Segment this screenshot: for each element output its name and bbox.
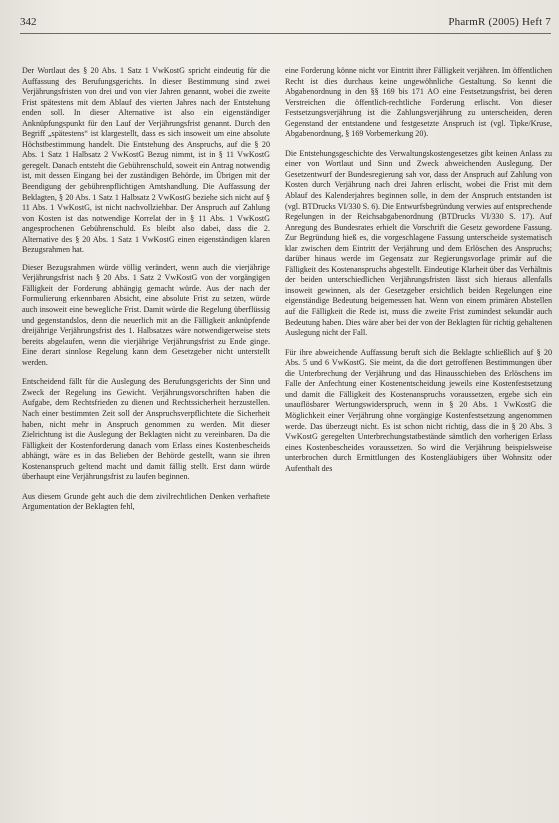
paragraph: Dieser Bezugsrahmen würde völlig verändert, wenn auch die vierjährige Verjährungsfrist nach § 20 Abs. 1 Satz 2 VwKostG von der vorgängigen Fälligkeit der Forderung abhängig gemacht würde. Aus der nach der Formulierung erkennbaren Absicht, eine absolute Frist zu setzen, würde auch insoweit eine bewegliche Frist. Damit würde die Regelung überflüssig und gegenstandslos, denn die neuerlich mit an die Fälligkeit anknüpfende dreijährige Verjährungsfrist des 1. Halbsatzes wäre notwendigerweise stets bereits abgelaufen, wenn die vierjährige Verjährungsfrist zu Ende ginge. Eine derart sinnlose Regelung kann dem Gesetzgeber nicht unterstellt werden. (22, 262, 270, 367)
paragraph: eine Forderung könne nicht vor Eintritt ihrer Fälligkeit verjähren. Im öffentlichen Recht ist dies durchaus keine ungewöhnliche Gestaltung. So kennt die Abgabenordnung in den §§ 169 bis 171 AO eine Festsetzungsfrist, bei deren Verstreichen die öffentlich-rechtliche Forderung erlischt. Von dieser Festsetzungsverjährung ist die Zahlungsverjährung zu unterscheiden, deren Gegenstand der entstandene und festgesetzte Anspruch ist (vgl. Tipke/Kruse, Abgabenordnung, § 169 Vorbemerkung 20). (285, 66, 552, 139)
journal-title: PharmR (2005) Heft 7 (448, 16, 551, 28)
paragraph: Die Entstehungsgeschichte des Verwaltungskostengesetzes gibt keinen Anlass zu einer von Wortlaut und Sinn und Zweck abweichenden Auslegung. Der Gesetzentwurf der Bundesregierung sah vor, dass der Anspruch auf Zahlung von Kosten durch Verjährung nach drei Jahren erlischt, wobei die Frist mit dem Ablauf des Kalenderjahres beginnen solle, in dem der Anspruch entstanden ist (vgl. BTDrucks VI/330 S. 6). Die Entwurfsbegründung verwies auf entsprechende Regelungen in der Reichsabgabenordnung (BTDrucks VI/330 S. 17). Auf Anregung des Bundesrates erhielt die Vorschrift die Gesetz gewordene Fassung. Zur Begründung hieß es, die vorgeschlagene Fassung unterscheide systematisch klar zwischen dem Eintritt der Verjährung und dem Erlöschen des Anspruchs; darüber hinaus werde im Gegensatz zur Regierungsvorlage primär auf die Fälligkeit des Kostenanspruchs abgestellt. Eindeutige Klarheit über das Verhältnis der beiden unterschiedlichen Verjährungsfristen lässt sich hieraus allenfalls insoweit gewinnen, als der Gesetzgeber ersichtlich beiden Regelungen eine eigenständige Bedeutung beigemessen hat. Wenn von einem primären Abstellen auf die Fälligkeit die Rede ist, muss die zweite Frist zumindest sekundär auch Bedeutung haben. Dies wäre aber bei der von der Beklagten für richtig gehaltenen Auslegung nicht der Fall. (285, 148, 552, 338)
paragraph: Aus diesem Grunde geht auch die dem zivilrechtlichen Denken verhaftete Argumentation der Beklagten fehl, (22, 491, 270, 512)
paragraph: Für ihre abweichende Auffassung beruft sich die Beklagte schließlich auf § 20 Abs. 5 und 6 VwKostG. Sie meint, da die dort getroffenen Bestimmungen über die Unterbrechung der Verjährung und das Hinausschieben des Erlöschens im Falle der Anfechtung einer Kostenentscheidung jeweils eine Kostenfestsetzung und damit die Fälligkeit des Kostenanspruchs voraussetzen, ergebe sich ein unauflösbarer Wertungswiderspruch, wenn in § 20 Abs. 1 VwKostG die Möglichkeit einer Verjährung ohne vorgängige Kostenfestsetzung angenommen werde. Das überzeugt nicht. Es ist schon nicht richtig, dass die in § 20 Abs. 3 VwKostG geregelten Unterbrechungstatbestände sämtlich den vorherigen Erlass eines Kostenbescheides voraussetzen. So wird die Verjährung beispielsweise unterbrochen durch Ermittlungen des Kostengläubigers über Wohnsitz oder Aufenthalt des (285, 347, 552, 473)
paragraph: Entscheidend fällt für die Auslegung des Berufungsgerichts der Sinn und Zweck der Regelung ins Gewicht. Verjährungsvorschriften haben die Aufgabe, dem Rechtsfrieden zu dienen und Rechtssicherheit herzustellen. Nach einer bestimmten Zeit soll der Anspruchsverpflichtete die Sicherheit haben, nicht mehr in Anspruch genommen zu werden. Mit dieser Zielrichtung ist die Auslegung der Beklagten nicht zu vereinbaren. Da die Fälligkeit der Kostenforderung danach vom Erlass eines Kostenbescheids abhängt, wäre es in das Belieben der Behörde gestellt, wann sie ihren Kostenanspruch geltend macht und damit fällig stellt. Erst dann würde überhaupt eine Verjährungsfrist zu laufen beginnen. (22, 377, 270, 482)
right-column (285, 66, 552, 481)
paragraph: Der Wortlaut des § 20 Abs. 1 Satz 1 VwKostG spricht eindeutig für die Auffassung des Berufungsgerichts. In dieser Bestimmung sind zwei Verjährungsfristen von drei und von vier Jahren genannt, wobei die zweite Frist spätestens mit dem Ablauf des vierten Jahres nach der Entstehung enden soll. In dieser Alternative ist also ein eigenständiger Anknüpfungspunkt für den Lauf der Verjährungsfrist genannt. Durch den Begriff „spätestens“ ist klargestellt, dass es sich insoweit um eine absolute Höchstbestimmung handelt. Die Entstehung des Anspruchs, auf die § 20 Abs. 1 Satz 1 Halbsatz 2 VwKostG Bezug nimmt, ist in § 11 VwKostG geregelt. Danach entsteht die Gebührenschuld, soweit ein Antrag notwendig ist, mit dessen Eingang bei der zuständigen Behörde, im Übrigen mit der Beendigung der gebührenpflichtigen Amtshandlung. Die Auffassung der Beklagten, § 20 Abs. 1 Satz 1 Halbsatz 2 VwKostG beziehe sich nicht auf § 11 Abs. 1 VwKostG, ist nicht nachvollziehbar. Der Anspruch auf Zahlung von Kosten ist das notwendige Korrelat der in § 11 Abs. 1 VwKostG angesprochenen Gebührenschuld. Es bleibt also dabei, dass die 2. Alternative des § 20 Abs. 1 Satz 1 VwKostG einen eigenständigen klaren Bezugsrahmen hat. (22, 66, 270, 255)
left-column (22, 66, 270, 520)
header-rule (20, 33, 551, 34)
page-number: 342 (20, 16, 37, 28)
page-header (20, 14, 551, 30)
